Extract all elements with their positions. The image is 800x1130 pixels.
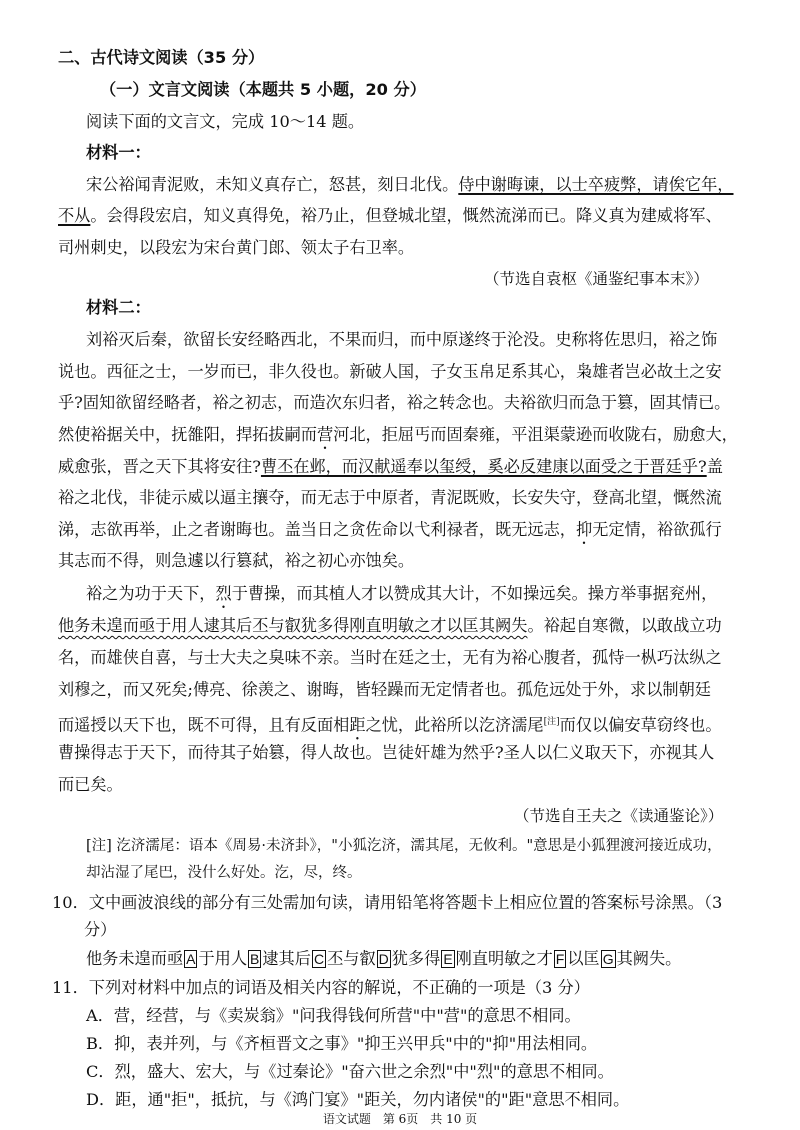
material2-line — [58, 424, 738, 453]
q11-option-a: A．营，经营，与《卖炭翁》"问我得钱何所营"中"营"的意思不相同。 — [86, 1006, 581, 1025]
q11-option-b: B．抑，表并列，与《齐桓晋文之事》"抑王兴甲兵"中的"抑"用法相同。 — [86, 1034, 598, 1053]
material2-line — [58, 392, 730, 414]
text-run: 乎?固知欲留经略者，裕之初志，而造次东归者，裕之 — [58, 393, 439, 412]
material2-line — [58, 519, 722, 548]
dotted-word: 距 — [349, 715, 366, 735]
text-run: 之忧，此裕所以汔济濡尾 — [365, 715, 544, 735]
material2-source: （节选自王夫之《读通鉴论》） — [514, 807, 724, 825]
text-run: 念也。夫裕欲归而急于篡，固其情已。 — [455, 393, 731, 412]
q10-segment: 他务未遑而亟 — [86, 949, 184, 968]
text-run: 无定情，裕欲孤行 — [592, 520, 722, 539]
text-run: 而仅以偏安草窃终也。 — [559, 715, 722, 735]
q11-option-c: C．烈，盛大、宏大，与《过秦论》"奋六世之余烈"中"烈"的意思不相同。 — [86, 1062, 614, 1081]
wavy-underlined-text: 他务未遑而亟于用人逮其后丕与叡犹多得刚直明敏之才以匡其阙失 — [58, 616, 528, 635]
footnote-line: 却沾湿了尾巴，没什么好处。汔，尽，终。 — [86, 865, 362, 881]
text-run: 裕之为功于天下， — [86, 584, 216, 603]
answer-option-box[interactable]: D — [378, 951, 389, 967]
q10-segment: 于用人 — [198, 949, 248, 968]
material2-line: 刘裕灭后秦，欲留长安经略西北，不果而归，而中原遂终于沦没。史称将佐思归，裕之饰 — [86, 330, 718, 349]
answer-option-box[interactable]: A — [186, 951, 196, 967]
underlined-text: 侍中谢晦谏，以士卒疲弊，请俟它年， — [458, 175, 734, 194]
underlined-text: 曹丕在邺，而汉献遥奉以玺绶，奚必反建康以面受之于晋廷乎? — [260, 457, 707, 476]
text-run: 宋公裕闻青泥败，未知义真存亡，怒甚，刻日北伐。 — [86, 175, 459, 194]
material1-label: 材料一： — [86, 143, 151, 162]
answer-option-box[interactable]: E — [443, 951, 453, 967]
text-run: 而遥授以天下也，既不可得，且有反面相 — [58, 715, 350, 735]
note-marker: [注] — [543, 717, 560, 727]
material1-source: （节选自袁枢《通鉴纪事本末》） — [484, 270, 709, 288]
section-title: 二、古代诗文阅读（35 分） — [58, 48, 265, 67]
q10-answer-line — [86, 948, 681, 970]
material2-line — [58, 615, 722, 637]
dotted-word: 营 — [317, 425, 334, 444]
material1-line: 司州刺史，以段宏为宋台黄门郎、领太子右卫率。 — [58, 238, 415, 257]
q11-option-d: D．距，通"拒"，抵抗，与《鸿门宴》"距关，勿内诸侯"的"距"意思不相同。 — [86, 1090, 630, 1109]
material2-label: 材料二： — [86, 298, 151, 317]
text-run: 盖 — [706, 457, 723, 476]
material2-line: 说也。西征之士，一岁而已，非久役也。新破人国，子女玉帛足系其心，枭雄者岂必故土之安 — [58, 362, 722, 381]
instruction: 阅读下面的文言文，完成 10～14 题。 — [86, 112, 365, 131]
material2-line: 名，而雄侠自喜，与士大夫之臭味不亲。当时在廷之士，无有为裕心腹者，孤恃一枞巧汰纵之 — [58, 648, 722, 667]
answer-option-box[interactable]: G — [602, 951, 614, 967]
text-run: 河北，拒屈丐而固秦雍，平沮渠蒙逊而收陇右，励愈大， — [333, 425, 738, 444]
dotted-word: 烈 — [215, 584, 232, 603]
material2-line — [86, 583, 717, 612]
q10-stem: 10．文中画波浪线的部分有三处需加句读，请用铅笔将答题卡上相应位置的答案标号涂黑。（3 — [52, 893, 723, 912]
material2-line: 而已矣。 — [58, 775, 123, 794]
material2-line — [58, 711, 722, 743]
q10-segment: 犹多得 — [391, 949, 441, 968]
text-run: 威愈张，晋之天下其将安往? — [58, 457, 261, 476]
q10-stem-cont: 分） — [84, 920, 117, 939]
material1-line — [86, 174, 734, 196]
subsection-title: （一）文言文阅读（本题共 5 小题，20 分） — [100, 80, 426, 99]
text-run: 于曹操，而其植人才以赞成其大计，不如操远矣。操方举事据兖州， — [231, 584, 718, 603]
dotted-word: 抑 — [576, 520, 593, 539]
underlined-text: 不从 — [58, 206, 91, 225]
text-run: 转 — [439, 393, 456, 412]
answer-option-box[interactable]: F — [555, 951, 565, 967]
q10-segment: 丕与叡 — [327, 949, 376, 968]
material2-line — [58, 456, 723, 478]
material2-line: 其志而不得，则急遽以行篡弑，裕之初心亦蚀矣。 — [58, 551, 415, 570]
footnote-line: [注] 汔济濡尾：语本《周易·未济卦》，"小狐汔济，濡其尾，无攸利。"意思是小狐狸渡河接近成功， — [86, 838, 722, 854]
material2-line: 裕之北伐，非徒示威以逼主攘夺，而无志于中原者，青泥既败，长安失守，登高北望，慨然流 — [58, 488, 722, 507]
material2-line: 刘穆之，而又死矣;傅亮、徐羡之、谢晦，皆轻躁而无定情者也。孤危远处于外，求以制朝廷 — [58, 680, 711, 699]
answer-option-box[interactable]: C — [313, 951, 325, 967]
text-run: 。裕起自寒微，以敢战立功 — [527, 616, 722, 635]
q10-segment: 以匡 — [567, 949, 600, 968]
q10-segment: 其阙失。 — [616, 949, 682, 968]
material1-line — [58, 205, 722, 227]
text-run: 。会得段宏启，知义真得免，裕乃止，但登城北望，慨然流涕而已。降义真为建威将军、 — [90, 206, 722, 225]
page-footer: 语文试题 第 6页 共 10 页 — [322, 1112, 478, 1126]
material2-line: 曹操得志于天下，而待其子始篡，得人故也。岂徒奸雄为然乎?圣人以仁义取天下，亦视其人 — [58, 743, 715, 762]
answer-option-box[interactable]: B — [250, 951, 260, 967]
text-run: 然使裕据关中，抚雒阳，捍拓拔嗣而 — [58, 425, 317, 444]
text-run: 涕，志欲再举，止之者谢晦也。盖当日之贪佐命以弋利禄者，既无远志， — [58, 520, 576, 539]
q10-segment: 逮其后 — [262, 949, 311, 968]
q10-segment: 刚直明敏之才 — [455, 949, 553, 968]
q11-stem: 11．下列对材料中加点的词语及相关内容的解说，不正确的一项是（3 分） — [52, 978, 590, 997]
